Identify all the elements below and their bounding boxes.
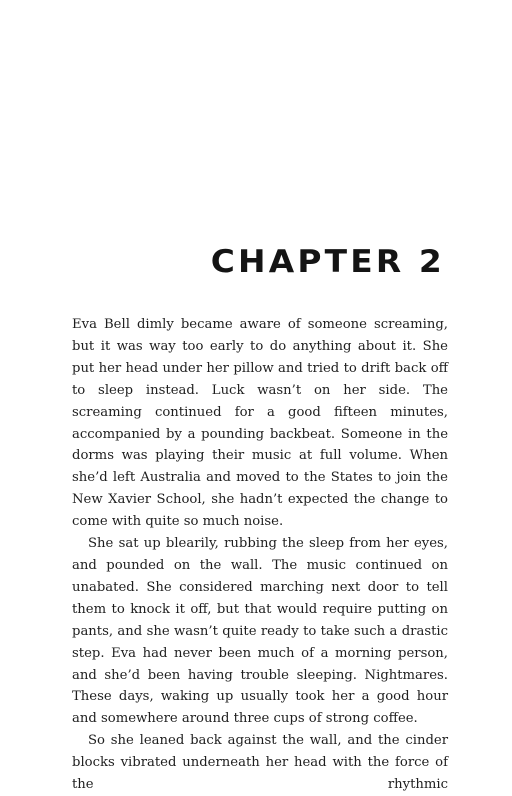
chapter-heading: CHAPTER 2 [210,244,445,280]
chapter-body [72,314,448,796]
paragraph-3: So she leaned back against the wall, and the cinder blocks vibrated underneath her head with the force of the rhythmic [72,733,448,793]
paragraph-1: Eva Bell dimly became aware of someone screaming, but it was way too early to do anything about it. She put her head under her pillow and tried to drift back off to sleep instead. Luck wasn’t on her side. The screaming continued for a good fifteen minutes, accompanied by a pounding backbeat. Someone in the dorms was playing their music at full volume. When she’d left Australia and moved to the States to join the New Xavier School, she hadn’t expected the change to come with quite so much noise. [72,317,448,530]
paragraph-2: She sat up blearily, rubbing the sleep from her eyes, and pounded on the wall. The music continued on unabated. She considered marching next door to tell them to knock it off, but that would require putting on pants, and she wasn’t quite ready to take such a drastic step. Eva had never been much of a morning person, and she’d been having trouble sleeping. Nightmares. These days, waking up usually took her a good hour and somewhere around three cups of strong coffee. [72,536,448,727]
